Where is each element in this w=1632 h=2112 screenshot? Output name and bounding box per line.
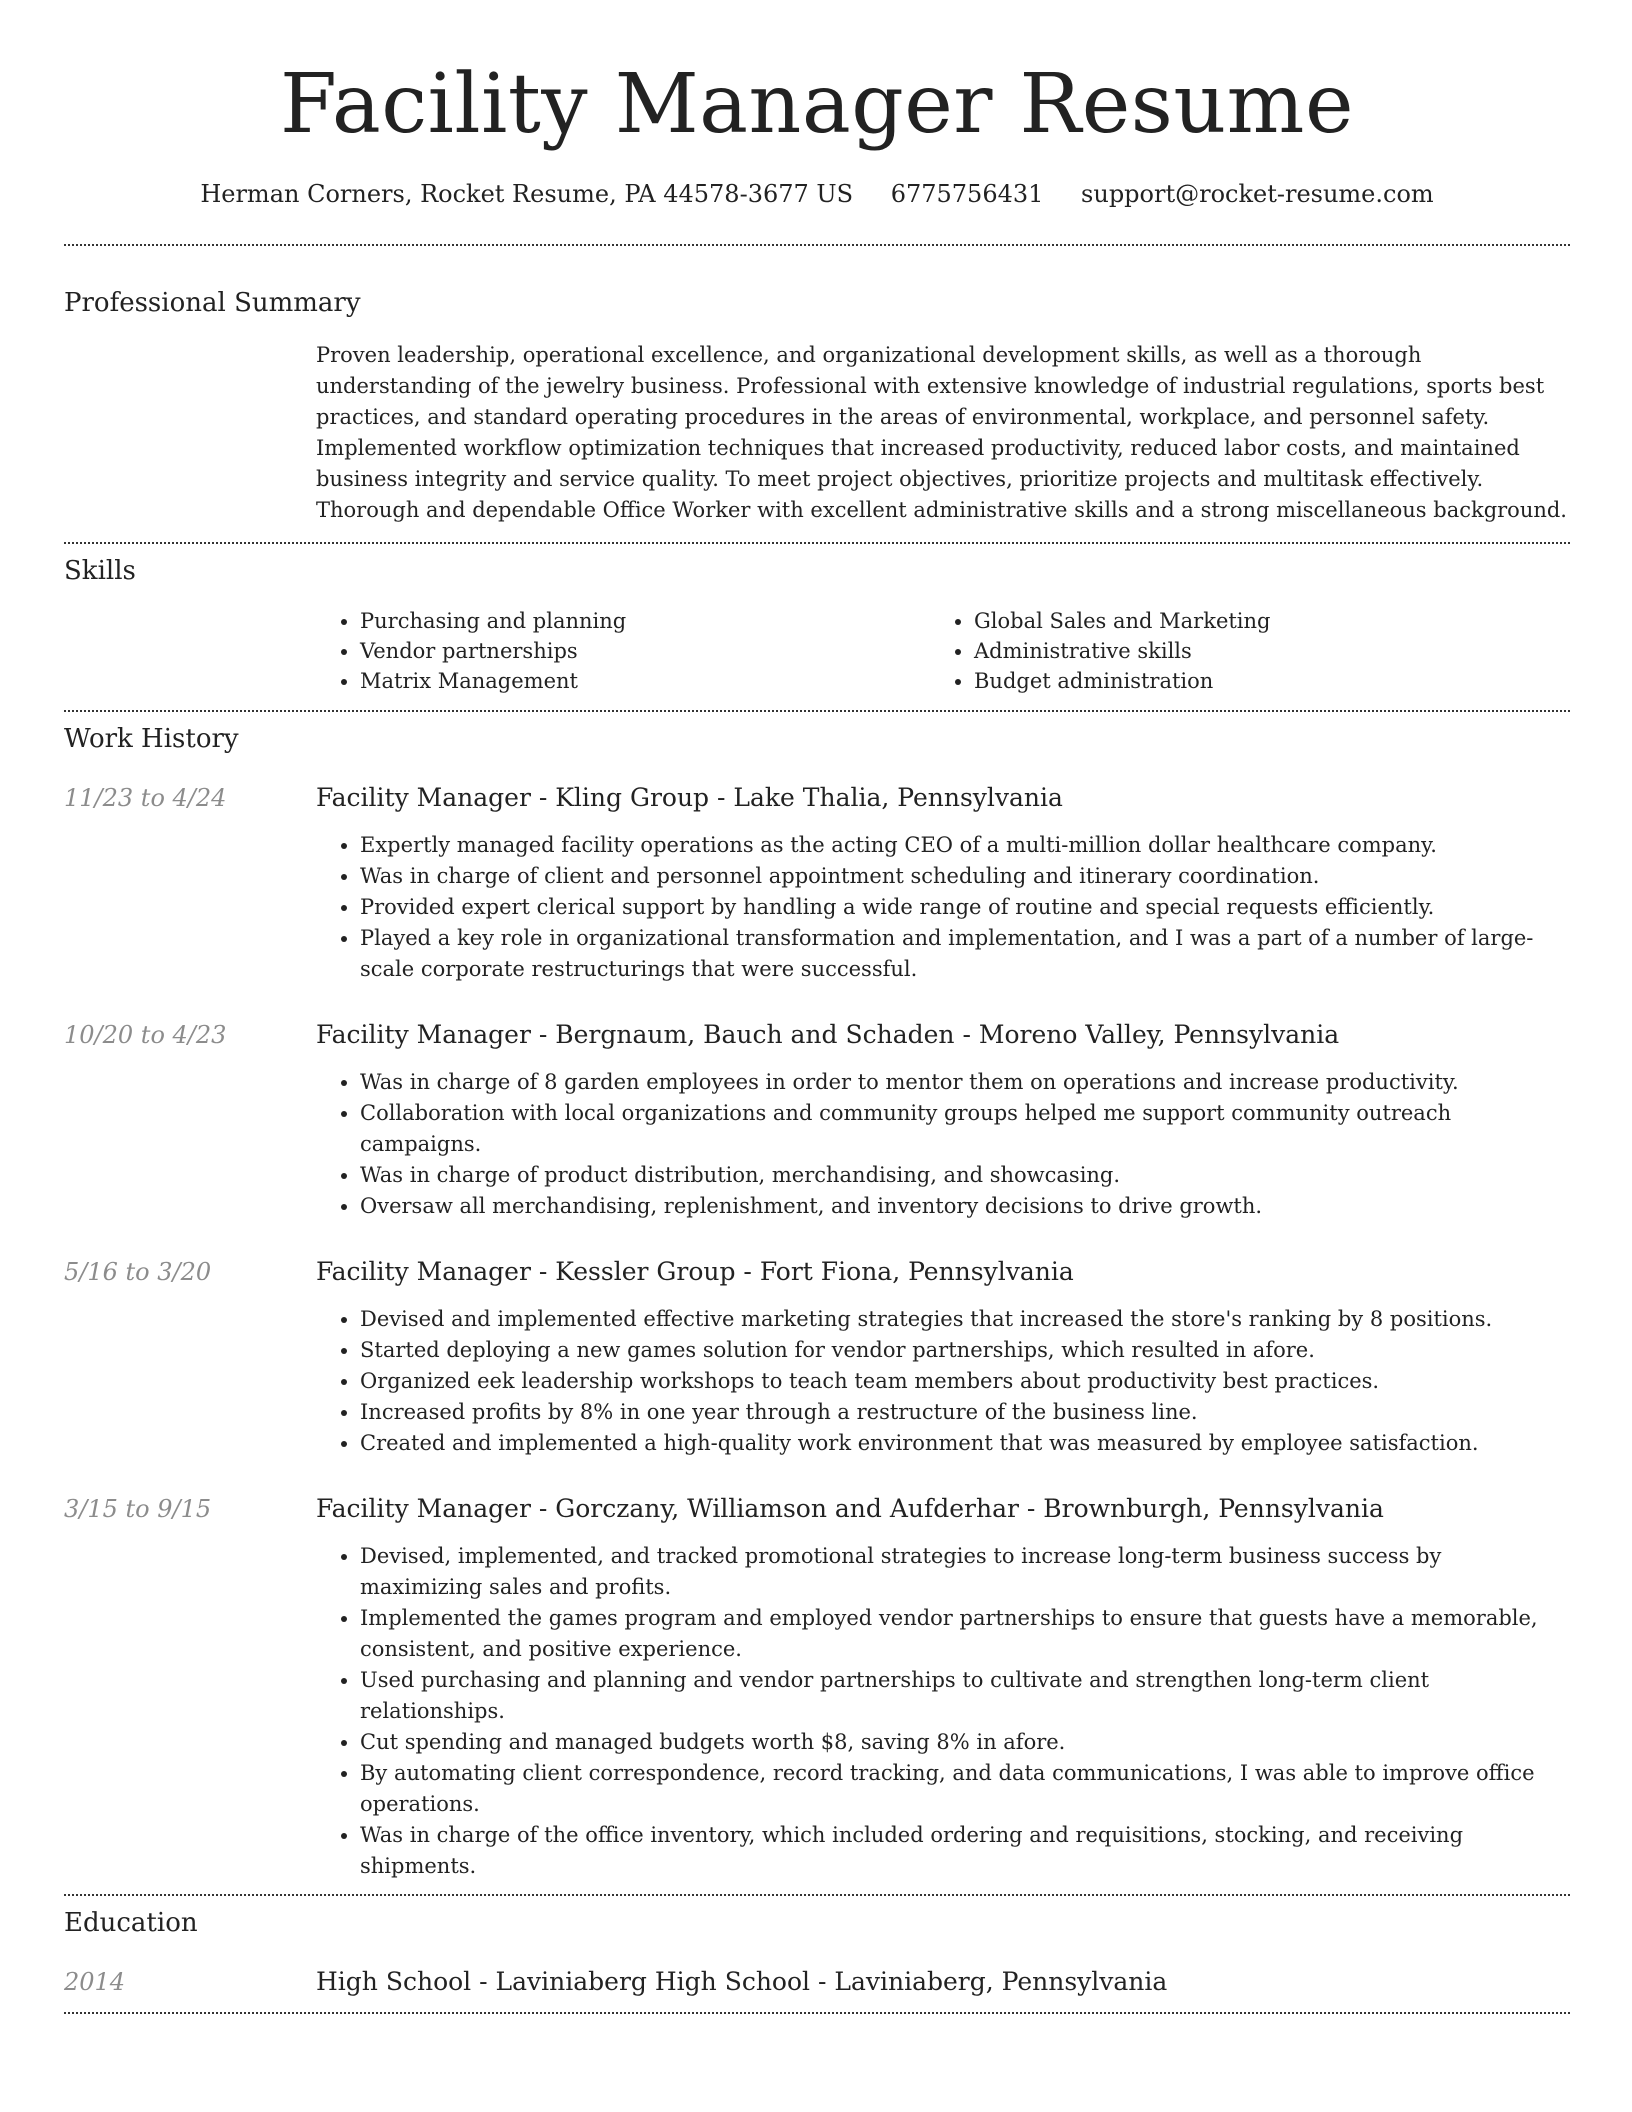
skill-item: • Vendor partnerships	[360, 636, 930, 666]
job-bullet: • Started deploying a new games solution for vendor partnerships, which resulted in afore.	[360, 1335, 1570, 1366]
work-section	[64, 722, 1570, 1882]
skill-item: • Purchasing and planning	[360, 606, 930, 636]
job-title: Facility Manager - Bergnaum, Bauch and Schaden - Moreno Valley, Pennsylvania	[316, 1020, 1340, 1049]
summary-section	[64, 286, 1570, 526]
job-dates: 3/15 to 9/15	[64, 1495, 212, 1523]
job-dates: 10/20 to 4/23	[64, 1021, 227, 1049]
skills-section	[64, 554, 1570, 696]
education-section	[64, 1906, 1570, 1998]
job-title: Facility Manager - Gorczany, Williamson and Aufderhar - Brownburgh, Pennsylvania	[316, 1494, 1384, 1523]
job-title: Facility Manager - Kling Group - Lake Thalia, Pennsylvania	[316, 783, 1063, 812]
resume-title: Facility Manager Resume	[280, 57, 1354, 152]
job-bullet: • Organized eek leadership workshops to teach team members about productivity best practices.	[360, 1366, 1570, 1397]
job-bullet: • Collaboration with local organizations and community groups helped me support community outreach campaigns.	[360, 1098, 1570, 1160]
job-bullet: • Expertly managed facility operations as the acting CEO of a multi-million dollar healthcare company.	[360, 830, 1570, 861]
contact-address: Herman Corners, Rocket Resume, PA 44578-3677 US	[200, 180, 854, 208]
job-bullet: • Cut spending and managed budgets worth $8, saving 8% in afore.	[360, 1727, 1570, 1758]
skill-item: • Administrative skills	[974, 636, 1544, 666]
contact-email: support@rocket-resume.com	[1081, 180, 1434, 208]
skill-item: • Matrix Management	[360, 666, 930, 696]
skills-grid	[316, 606, 1570, 696]
divider	[64, 244, 1570, 246]
contact-line	[64, 178, 1570, 210]
job-entry	[64, 1493, 1570, 1882]
job-bullet: • Was in charge of client and personnel appointment scheduling and itinerary coordination.	[360, 861, 1570, 892]
job-bullet: • Increased profits by 8% in one year through a restructure of the business line.	[360, 1397, 1570, 1428]
divider	[64, 2012, 1570, 2014]
job-bullet: • Was in charge of product distribution, merchandising, and showcasing.	[360, 1160, 1570, 1191]
job-entry	[64, 782, 1570, 985]
job-bullet: • Was in charge of 8 garden employees in order to mentor them on operations and increase productivity.	[360, 1067, 1570, 1098]
education-entry	[64, 1966, 1570, 1998]
job-bullets	[316, 1541, 1570, 1882]
job-bullet: • Provided expert clerical support by handling a wide range of routine and special requests efficiently.	[360, 892, 1570, 923]
job-bullet: • Created and implemented a high-quality work environment that was measured by employee satisfaction.	[360, 1428, 1570, 1459]
education-title: High School - Laviniaberg High School - Laviniaberg, Pennsylvania	[316, 1967, 1168, 1996]
job-bullet: • Played a key role in organizational transformation and implementation, and I was a part of a number of large-scale corporate restructurings that were successful.	[360, 923, 1570, 985]
skill-item: • Budget administration	[974, 666, 1544, 696]
summary-heading: Professional Summary	[64, 288, 361, 318]
resume-page	[64, 0, 1570, 2014]
job-bullet: • Implemented the games program and employed vendor partnerships to ensure that guests have a memorable, consistent, and positive experience.	[360, 1603, 1570, 1665]
job-title: Facility Manager - Kessler Group - Fort Fiona, Pennsylvania	[316, 1257, 1074, 1286]
divider	[64, 710, 1570, 712]
job-bullet: • Used purchasing and planning and vendor partnerships to cultivate and strengthen long-term client relationships.	[360, 1665, 1570, 1727]
job-bullet: • Devised, implemented, and tracked promotional strategies to increase long-term business success by maximizing sales and profits.	[360, 1541, 1570, 1603]
job-dates: 5/16 to 3/20	[64, 1258, 212, 1286]
skills-heading: Skills	[64, 556, 136, 586]
job-bullets	[316, 830, 1570, 985]
job-bullet: • By automating client correspondence, record tracking, and data communications, I was able to improve office operations.	[360, 1758, 1570, 1820]
summary-text: Proven leadership, operational excellence, and organizational development skills, as well as a thorough understanding of the jewelry business. Professional with extensive knowledge of industrial regulations, sports best practices, and standard operating procedures in the areas of environmental, workplace, and personnel safety. Implemented workflow optimization techniques that increased productivity, reduced labor costs, and maintained business integrity and service quality. To meet project objectives, prioritize projects and multitask effectively. Thorough and dependable Office Worker with excellent administrative skills and a strong miscellaneous background.	[316, 343, 1567, 522]
skills-list-right	[930, 606, 1544, 696]
education-heading: Education	[64, 1908, 198, 1938]
job-bullet: • Oversaw all merchandising, replenishment, and inventory decisions to drive growth.	[360, 1191, 1570, 1222]
job-bullets	[316, 1304, 1570, 1459]
job-bullet: • Was in charge of the office inventory, which included ordering and requisitions, stocking, and receiving shipments.	[360, 1820, 1570, 1882]
divider	[64, 1894, 1570, 1896]
education-year: 2014	[64, 1968, 126, 1996]
job-entry	[64, 1256, 1570, 1459]
job-bullets	[316, 1067, 1570, 1222]
contact-phone: 6775756431	[890, 180, 1044, 208]
skill-item: • Global Sales and Marketing	[974, 606, 1544, 636]
job-bullet: • Devised and implemented effective marketing strategies that increased the store's ranking by 8 positions.	[360, 1304, 1570, 1335]
skills-list-left	[316, 606, 930, 696]
work-heading: Work History	[64, 724, 239, 754]
divider	[64, 542, 1570, 544]
job-dates: 11/23 to 4/24	[64, 784, 227, 812]
job-entry	[64, 1019, 1570, 1222]
